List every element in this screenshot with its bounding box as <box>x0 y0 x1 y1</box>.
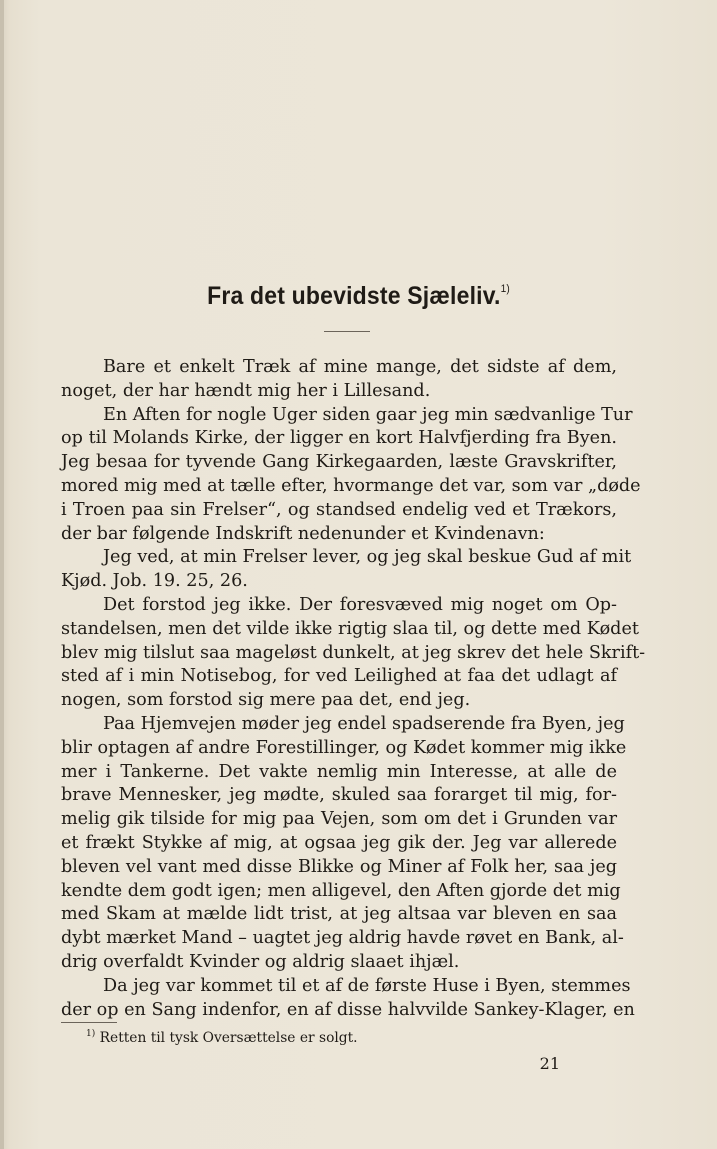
article-title-text: Fra det ubevidste Sjæleliv. <box>207 282 501 310</box>
footnote-text: Retten til tysk Oversættelse er solgt. <box>99 1030 358 1046</box>
text-line: drig overfaldt Kvinder og aldrig slaaet ihjæl. <box>61 951 460 972</box>
text-line: bleven vel vant med disse Blikke og Miner af Folk her, saa jeg <box>61 856 617 877</box>
text-line: Kjød. Job. 19. 25, 26. <box>61 571 248 592</box>
text-line: der bar følgende Indskrift nedenunder et Kvindenavn: <box>61 523 545 544</box>
text-line: blev mig tilslut saa mageløst dunkelt, at jeg skrev det hele Skrift- <box>61 642 646 663</box>
title-rule <box>324 331 370 332</box>
text-line: blir optagen af andre Forestillinger, og Kødet kommer mig ikke <box>61 737 627 758</box>
text-line: dybt mærket Mand – uagtet jeg aldrig havde røvet en Bank, al- <box>61 928 624 949</box>
text-line: sted af i min Notisebog, for ved Leilighed at faa det udlagt af <box>61 666 617 687</box>
text-line: der op en Sang indenfor, en af disse halvvilde Sankey-Klager, en <box>61 999 635 1020</box>
text-line: Jeg besaa for tyvende Gang Kirkegaarden, læste Gravskrifter, <box>61 452 617 473</box>
body-text <box>61 356 646 1022</box>
page-number: 21 <box>539 1054 560 1073</box>
text-line: noget, der har hændt mig her i Lillesand. <box>61 380 431 401</box>
text-line: kendte dem godt igen; men alligevel, den Aften gjorde det mig <box>61 880 621 901</box>
text-line: Paa Hjemvejen møder jeg endel spadserende fra Byen, jeg <box>103 713 625 734</box>
text-line: mored mig med at tælle efter, hvormange det var, som var „døde <box>61 475 641 496</box>
article-title <box>29 282 689 311</box>
text-line: Da jeg var kommet til et af de første Huse i Byen, stemmes <box>103 975 631 996</box>
footnote-rule <box>61 1022 117 1023</box>
text-line: et frækt Stykke af mig, at ogsaa jeg gik der. Jeg var allerede <box>61 832 617 853</box>
text-line: standelsen, men det vilde ikke rigtig slaa til, og dette med Kødet <box>61 618 639 639</box>
text-line: brave Mennesker, jeg mødte, skuled saa forarget til mig, for- <box>61 785 617 806</box>
title-footnote-marker: 1) <box>500 283 510 295</box>
text-line: op til Molands Kirke, der ligger en kort Halvfjerding fra Byen. <box>61 428 617 449</box>
text-line: mer i Tankerne. Det vakte nemlig min Interesse, at alle de <box>61 761 617 782</box>
text-line: En Aften for nogle Uger siden gaar jeg min sædvanlige Tur <box>103 404 633 425</box>
text-line: Bare et enkelt Træk af mine mange, det sidste af dem, <box>103 357 617 377</box>
text-line: melig gik tilside for mig paa Vejen, som om det i Grunden var <box>61 809 617 830</box>
text-line: Det forstod jeg ikke. Der foresvæved mig noget om Op- <box>103 594 617 615</box>
text-line: med Skam at mælde lidt trist, at jeg altsaa var bleven en saa <box>61 904 617 925</box>
footnote <box>86 1029 358 1046</box>
text-line: i Troen paa sin Frelser“, og standsed endelig ved et Trækors, <box>61 499 617 520</box>
page-edge <box>0 0 4 1149</box>
footnote-marker: 1) <box>86 1029 96 1039</box>
text-line: Jeg ved, at min Frelser lever, og jeg skal beskue Gud af mit <box>103 547 632 568</box>
text-line: nogen, som forstod sig mere paa det, end jeg. <box>61 690 471 711</box>
